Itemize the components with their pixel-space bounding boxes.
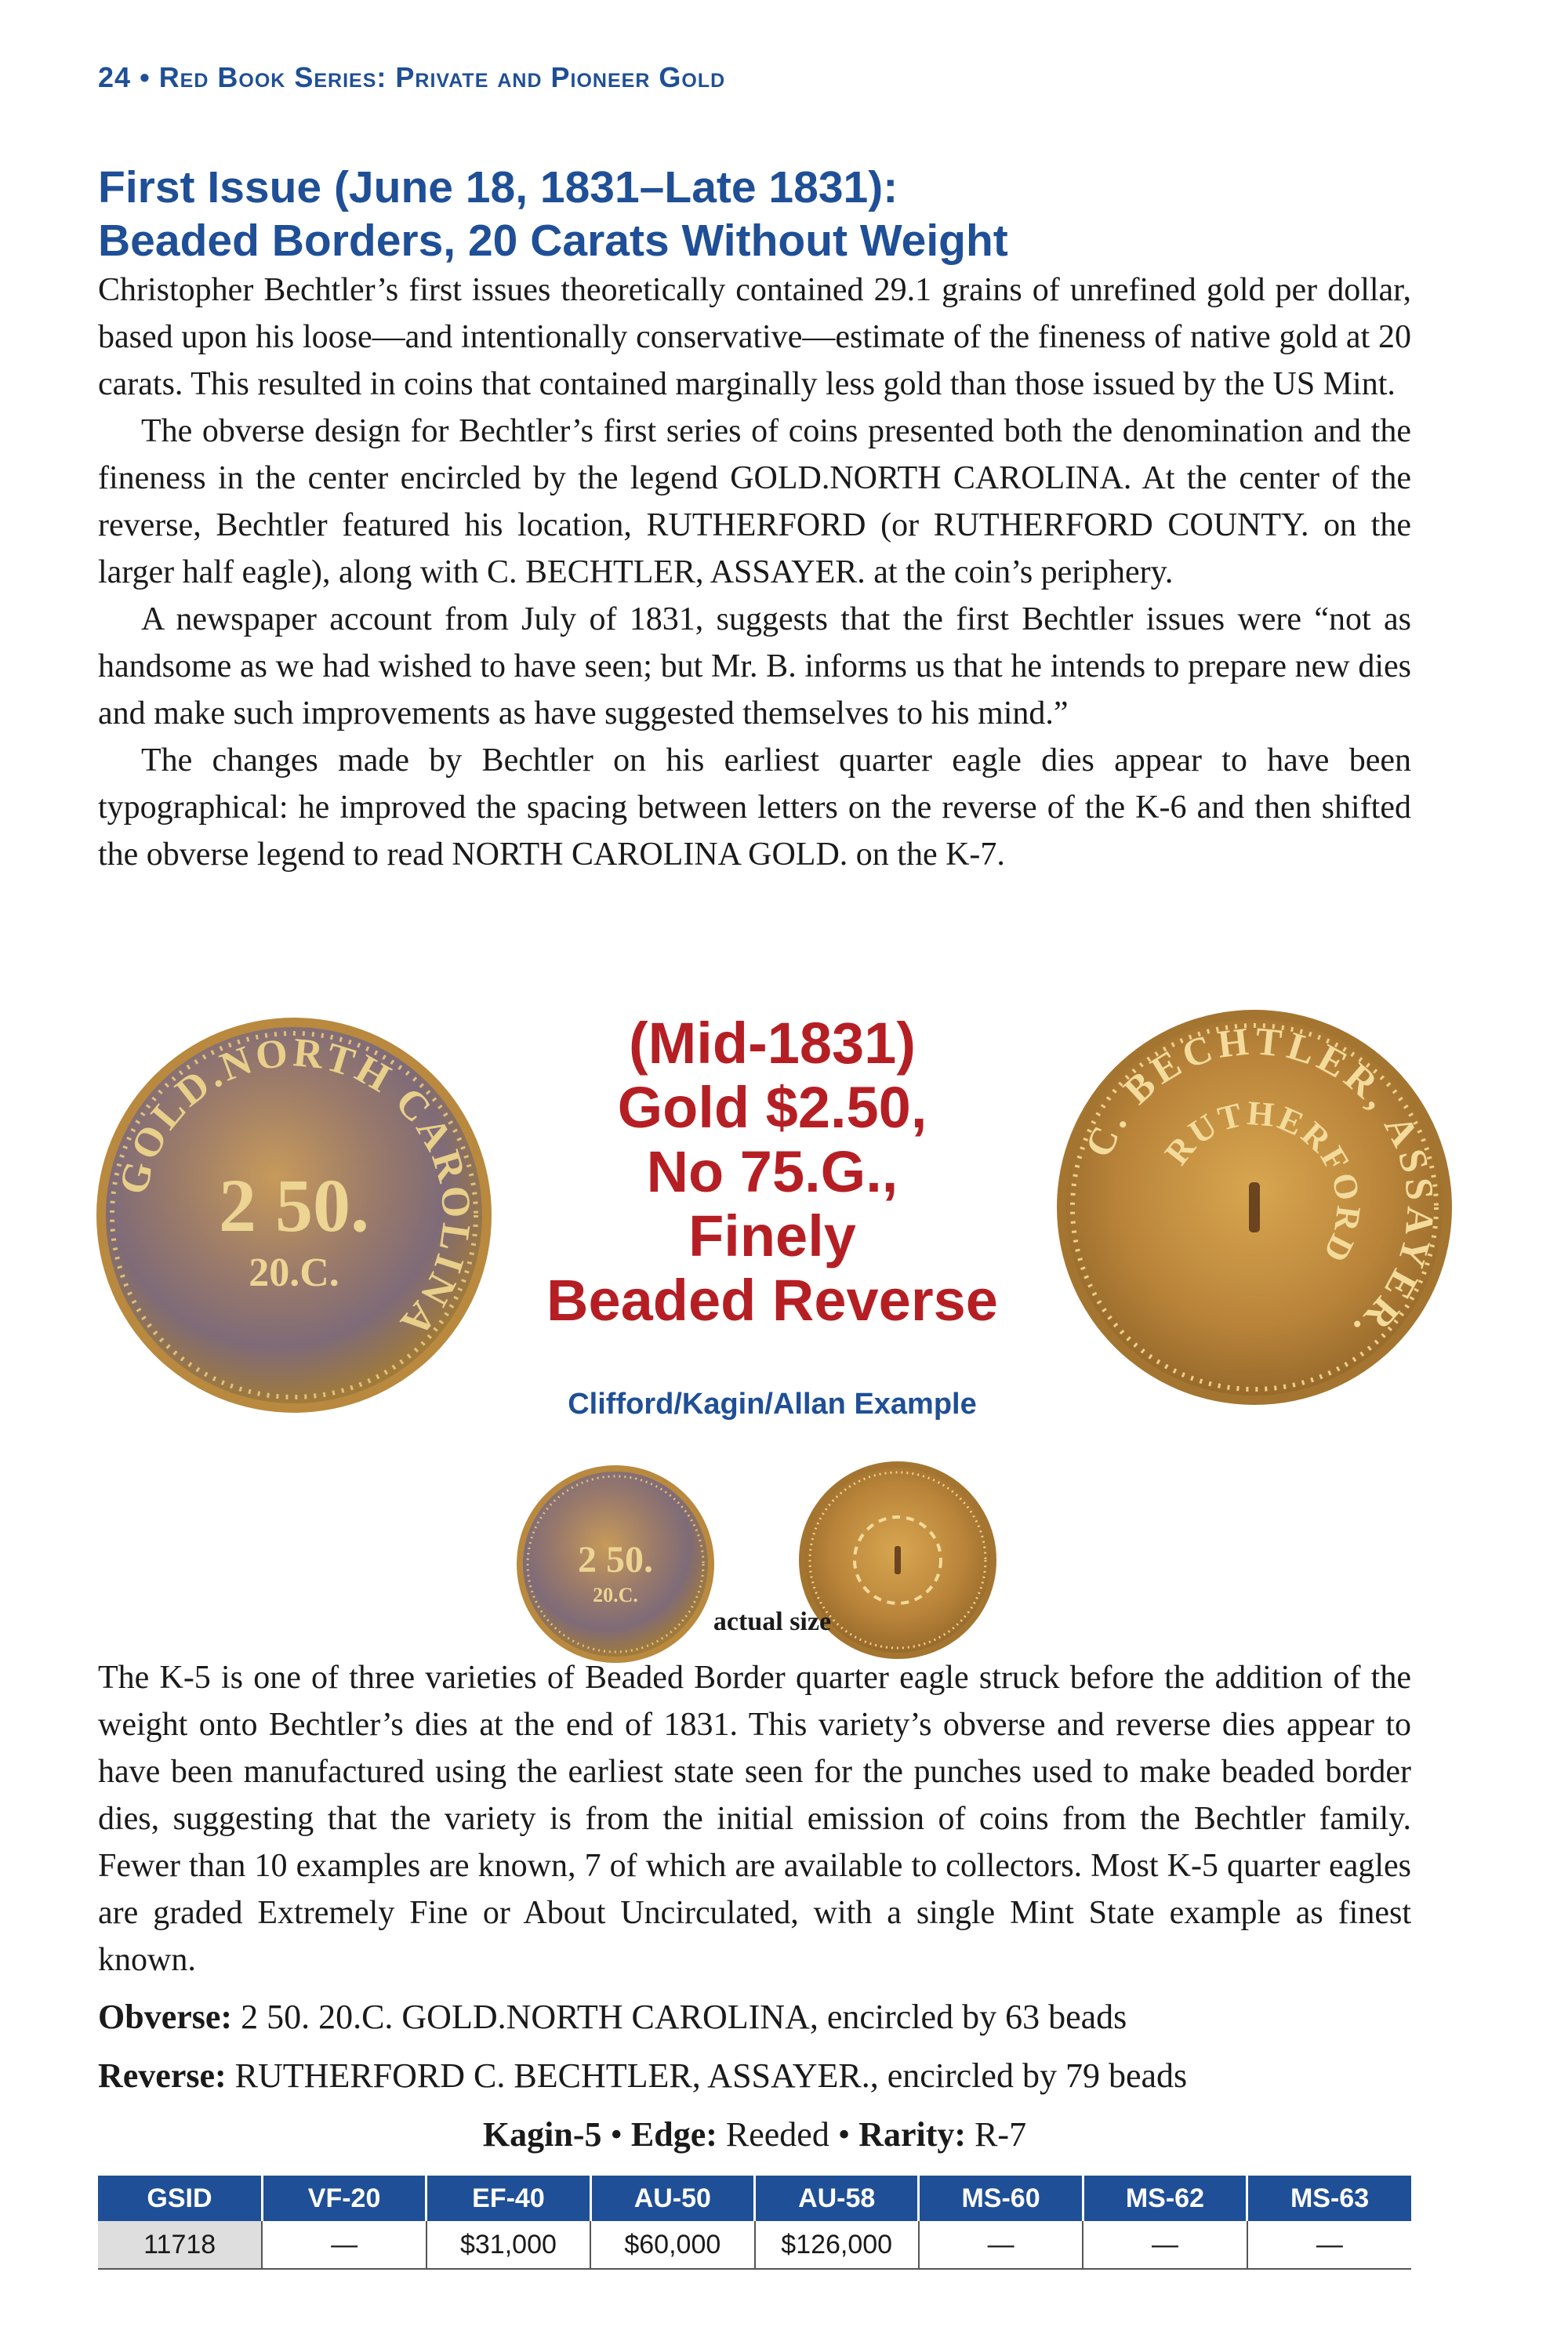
section-title-line-1: First Issue (June 18, 1831–Late 1831): — [98, 162, 898, 212]
paragraph: The obverse design for Bechtler’s first series of coins presented both the denomination and the fineness in the center encircled by the legend GOLD.NORTH CAROLINA. At the center of the reverse, Bechtler featured his location, RUTHERFORD (or RUTHERFORD COUNTY. on the larger half eagle), along with C. BECHTLER, ASSAYER. at the coin’s periphery. — [98, 413, 1411, 590]
rarity-label: Rarity: — [858, 2115, 967, 2154]
coin-reverse-center-mark — [1249, 1182, 1260, 1232]
table-cell: $60,000 — [590, 2221, 754, 2269]
page-number: 24 — [98, 61, 132, 93]
paragraph: A newspaper account from July of 1831, suggests that the first Bechtler issues were “not as handsome as we had wished to have seen; but Mr. B. informs us that he intends to prepare new dies and make such improvements as have suggested themselves to his mind.” — [98, 601, 1411, 731]
coin-obverse-large-image — [90, 1011, 498, 1419]
edge-value: Reeded — [725, 2115, 829, 2154]
headline-line: No 75.G., — [646, 1139, 898, 1204]
table-header-cell: MS-62 — [1083, 2176, 1247, 2221]
coin-obverse-value: 2 50. — [219, 1163, 369, 1247]
photo-credit: Clifford/Kagin/Allan Example — [568, 1388, 977, 1421]
table-cell: $31,000 — [426, 2221, 590, 2269]
table-cell: — — [262, 2221, 426, 2269]
obverse-spec — [98, 1995, 1470, 2039]
obverse-text: 2 50. 20.C. GOLD.NORTH CAROLINA, encircled by 63 beads — [241, 1998, 1127, 2036]
reverse-text: RUTHERFORD C. BECHTLER, ASSAYER., encircled by 79 beads — [234, 2056, 1188, 2095]
paragraph: Christopher Bechtler’s first issues theoretically contained 29.1 grains of unrefined gold per dollar, based upon his loose—and intentionally conservative—estimate of the fineness of native gold at 20 carats. This resulted in coins that contained marginally less gold than those issued by the US Mint. — [98, 272, 1411, 402]
table-cell: — — [1083, 2221, 1247, 2269]
table-cell-gsid: 11718 — [98, 2221, 262, 2269]
table-header-cell: GSID — [98, 2176, 262, 2221]
feature-headline — [439, 1011, 1105, 1333]
table-header-cell: MS-60 — [919, 2176, 1083, 2221]
headline-line: Gold $2.50, — [617, 1075, 927, 1140]
headline-line: Finely — [688, 1203, 856, 1269]
kagin-number: Kagin-5 — [482, 2115, 602, 2154]
coin-reverse-legend: C. BECHTLER, ASSAYER. — [1076, 1018, 1443, 1356]
paragraph: The K-5 is one of three varieties of Beaded Border quarter eagle struck before the addition of the weight onto Bechtler’s dies at the end of 1831. This variety’s obverse and reverse dies appear to have been manufactured using the earliest state seen for the punches used to make beaded border dies, suggesting that the variety is from the initial emission of coins from the Bechtler family. Fewer than 10 examples are known, 7 of which are available to collectors. Most K-5 quarter eagles are graded Extremely Fine or About Uncirculated, with a single Mint State example as finest known. — [98, 1660, 1411, 1978]
reverse-label: Reverse: — [98, 2056, 227, 2095]
coin-obverse-fineness: 20.C. — [249, 1250, 339, 1295]
running-head-bullet: • — [140, 61, 151, 93]
headline-line: Beaded Reverse — [546, 1268, 998, 1333]
coin-obverse-legend: GOLD.NORTH CAROLINA — [111, 1030, 479, 1347]
edge-label: Edge: — [630, 2115, 717, 2154]
kagin-spec — [98, 2113, 1411, 2157]
table-cell: — — [919, 2221, 1083, 2269]
table-cell: $126,000 — [755, 2221, 919, 2269]
table-header-cell: VF-20 — [262, 2176, 426, 2221]
section-title — [98, 161, 1494, 267]
spec-separator: • — [610, 2115, 622, 2154]
table-header-row — [98, 2176, 1411, 2221]
k5-description — [98, 1654, 1411, 1984]
table-header-cell: AU-50 — [590, 2176, 754, 2221]
intro-text — [98, 267, 1411, 878]
coin-obverse-small-value: 2 50. — [578, 1539, 653, 1581]
coin-reverse-small-center-mark — [895, 1546, 901, 1574]
series-title: Red Book Series: Private and Pioneer Gold — [158, 61, 726, 93]
paragraph: The changes made by Bechtler on his earliest quarter eagle dies appear to have been typographical: he improved the spacing between letters on the reverse of the K-6 and then shifted the obverse legend to read NORTH CAROLINA GOLD. on the K-7. — [98, 742, 1411, 873]
obverse-label: Obverse: — [98, 1998, 233, 2036]
table-cell: — — [1247, 2221, 1411, 2269]
running-head — [98, 61, 725, 94]
section-title-line-2: Beaded Borders, 20 Carats Without Weight — [98, 216, 1008, 266]
table-header-cell: EF-40 — [426, 2176, 590, 2221]
price-table — [98, 2176, 1411, 2270]
spec-separator: • — [837, 2115, 851, 2154]
reverse-spec — [98, 2054, 1470, 2098]
coin-reverse-large-image — [1051, 1004, 1458, 1411]
headline-line: (Mid-1831) — [629, 1011, 916, 1076]
table-row — [98, 2221, 1411, 2269]
coin-obverse-small-fineness: 20.C. — [593, 1584, 638, 1606]
coin-reverse-center: RUTHERFORD — [1157, 1093, 1369, 1271]
actual-size-label: actual size — [713, 1607, 832, 1636]
table-header-cell: MS-63 — [1247, 2176, 1411, 2221]
rarity-value: R-7 — [975, 2115, 1027, 2154]
table-header-cell: AU-58 — [755, 2176, 919, 2221]
